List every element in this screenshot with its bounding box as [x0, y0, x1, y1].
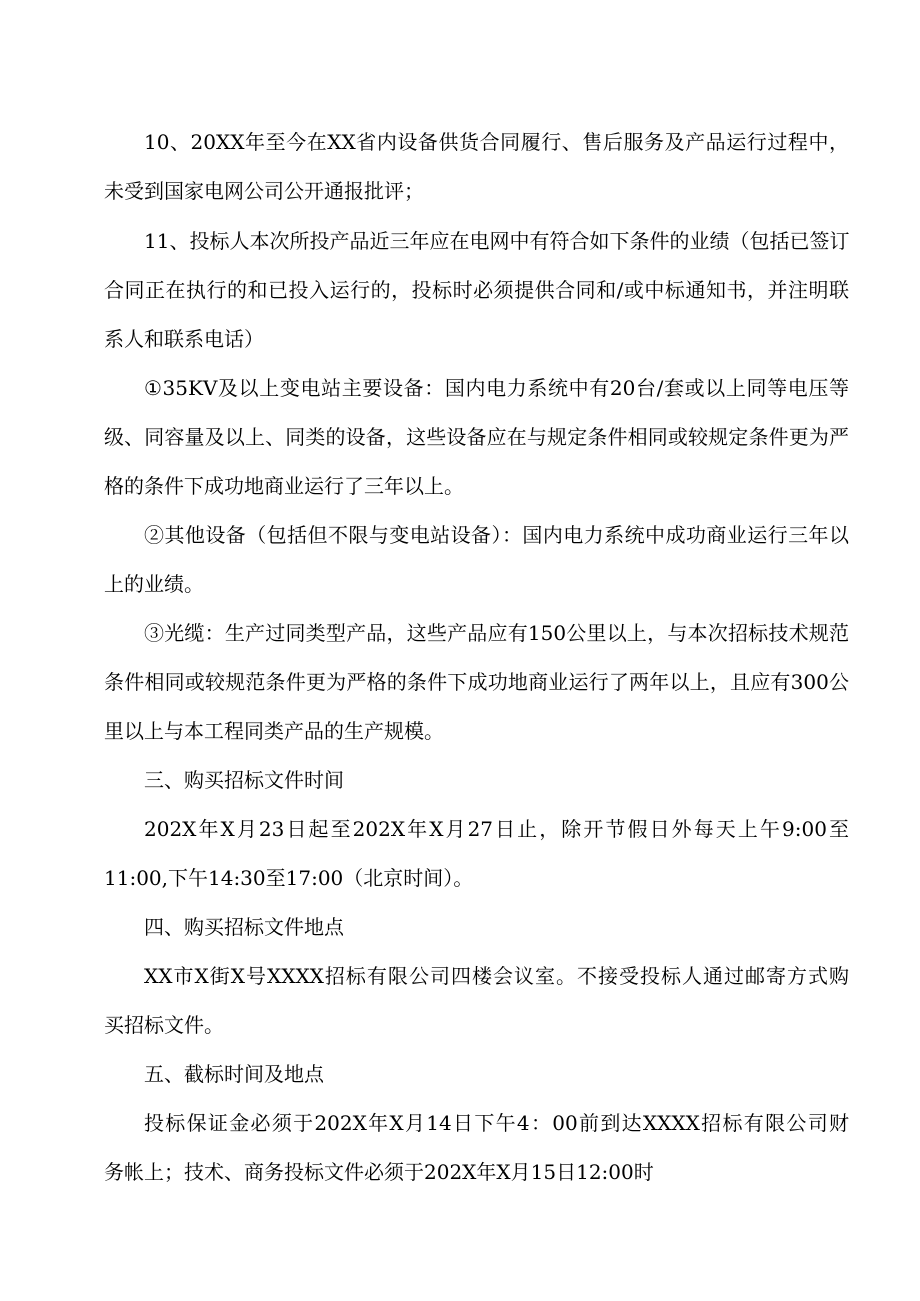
section-3-body-line-1: 202X年X月23日起至202X年X月27日止，除开节假日外每天上午9:00至: [144, 817, 849, 841]
item-11-1-line-1: ①35KV及以上变电站主要设备：国内电力系统中有20台/套或以上同等电压等: [144, 376, 849, 400]
item-10-line-1: 10、20XX年至今在XX省内设备供货合同履行、售后服务及产品运行过程中，: [144, 130, 849, 154]
section-3-heading: 三、购买招标文件时间: [144, 768, 344, 792]
item-11-1-line-2: 级、同容量及以上、同类的设备，这些设备应在与规定条件相同或较规定条件更为严: [104, 425, 849, 449]
item-11-1-line-3: 格的条件下成功地商业运行了三年以上。: [104, 474, 464, 498]
item-11-3-line-2: 条件相同或较规范条件更为严格的条件下成功地商业运行了两年以上，且应有300公: [104, 670, 849, 694]
item-11-3-line-3: 里以上与本工程同类产品的生产规模。: [104, 719, 444, 743]
item-11-2-line-1: ②其他设备（包括但不限与变电站设备）：国内电力系统中成功商业运行三年以: [144, 523, 849, 547]
item-11-2-line-2: 上的业绩。: [104, 572, 204, 596]
item-11-line-1: 11、投标人本次所投产品近三年应在电网中有符合如下条件的业绩（包括已签订: [144, 229, 849, 253]
item-11-line-3: 系人和联系电话）: [104, 327, 264, 351]
section-5-body-line-1: 投标保证金必须于202X年X月14日下午4：00前到达XXXX招标有限公司财: [144, 1111, 849, 1135]
section-5-body-line-2: 务帐上；技术、商务投标文件必须于202X年X月15日12:00时: [104, 1160, 654, 1184]
section-3-body-line-2: 11:00,下午14:30至17:00（北京时间）。: [104, 866, 474, 890]
section-5-heading: 五、截标时间及地点: [144, 1062, 324, 1086]
section-4-body-line-2: 买招标文件。: [104, 1013, 224, 1037]
item-10-line-2: 未受到国家电网公司公开通报批评；: [104, 179, 424, 203]
item-11-3-line-1: ③光缆：生产过同类型产品，这些产品应有150公里以上，与本次招标技术规范: [144, 621, 849, 645]
section-4-body-line-1: XX市X街X号XXXX招标有限公司四楼会议室。不接受投标人通过邮寄方式购: [144, 964, 849, 988]
item-11-line-2: 合同正在执行的和已投入运行的，投标时必须提供合同和/或中标通知书，并注明联: [104, 278, 849, 302]
section-4-heading: 四、购买招标文件地点: [144, 915, 344, 939]
